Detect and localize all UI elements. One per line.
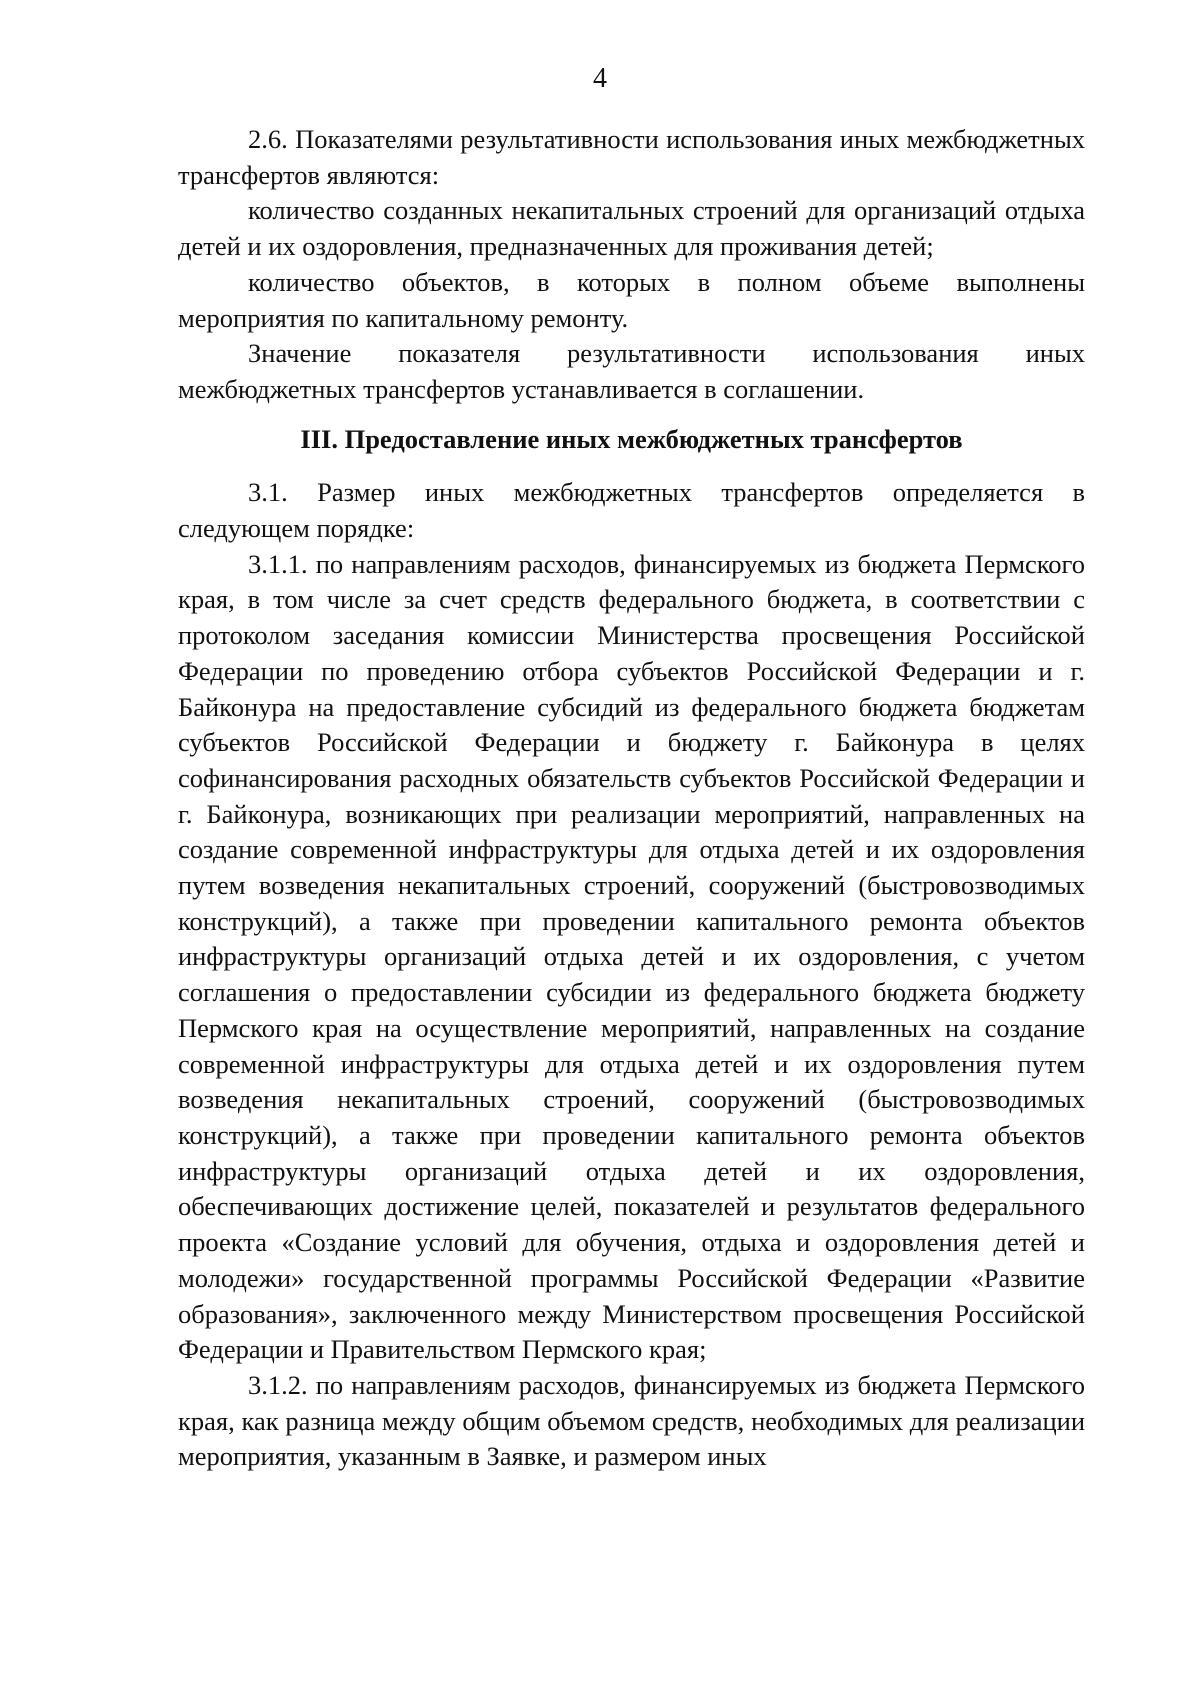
document-body: [178, 122, 1085, 1475]
paragraph-indicator-value: Значение показателя результативности использования иных межбюджетных трансфертов устанавливается в соглашении.: [178, 338, 1085, 404]
paragraph-indicator-objects: количество объектов, в которых в полном объеме выполнены мероприятия по капитальному ремонту.: [178, 266, 1085, 333]
paragraph-indicator-structures: количество созданных некапитальных строений для организаций отдыха детей и их оздоровления, предназначенных для проживания детей;: [178, 195, 1085, 262]
paragraph-3-1-2: 3.1.2. по направлениям расходов, финансируемых из бюджета Пермского края, как разница между общим объемом средств, необходимых для реализации мероприятия, указанным в Заявке, и размером иных: [178, 1369, 1085, 1472]
page-number: 4: [593, 63, 607, 94]
paragraph-3-1-1: 3.1.1. по направлениям расходов, финансируемых из бюджета Пермского края, в том числе за счет средств федерального бюджета, в соответствии с протоколом заседания комиссии Министерства просвещения Российской Федерации по проведению отбора субъектов Российской Федерации и г. Байконура на предоставление субсидий из федерального бюджета бюджетам субъектов Российской Федерации и бюджету г. Байконура в целях софинансирования расходных обязательств субъектов Российской Федерации и г. Байконура, возникающих при реализации мероприятий, направленных на создание современной инфраструктуры для отдыха детей и их оздоровления путем возведения некапитальных строений, сооружений (быстровозводимых конструкций), а также при проведении капитального ремонта объектов инфраструктуры организаций отдыха детей и их оздоровления, с учетом соглашения о предоставлении субсидии из федерального бюджета бюджету Пермского края на осуществление мероприятий, направленных на создание современной инфраструктуры для отдыха детей и их оздоровления путем возведения некапитальных строений, сооружений (быстровозводимых конструкций), а также при проведении капитального ремонта объектов инфраструктуры организаций отдыха детей и их оздоровления, обеспечивающих достижение целей, показателей и результатов федерального проекта «Создание условий для обучения, отдыха и оздоровления детей и молодежи» государственной программы Российской Федерации «Развитие образования», заключенного между Министерством просвещения Российской Федерации и Правительством Пермского края;: [178, 548, 1085, 1365]
paragraph-2-6: 2.6. Показателями результативности использования иных межбюджетных трансфертов являются:: [178, 124, 1085, 190]
paragraph-3-1: 3.1. Размер иных межбюджетных трансфертов определяется в следующем порядке:: [178, 477, 1085, 544]
section-heading: III. Предоставление иных межбюджетных трансфертов: [300, 423, 963, 454]
